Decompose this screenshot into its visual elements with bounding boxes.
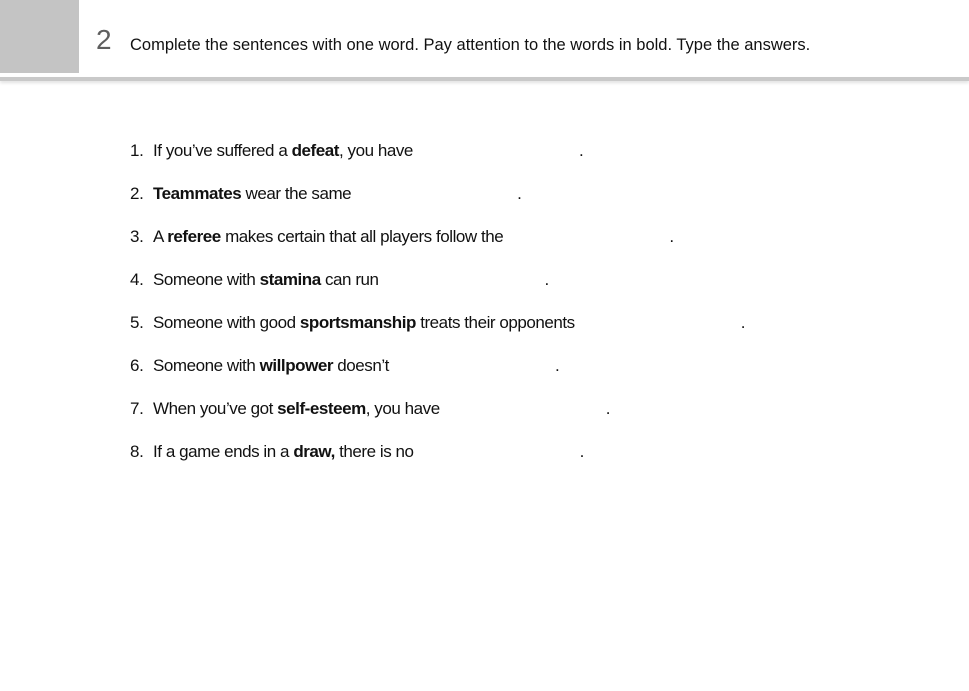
question-text-after: wear the same xyxy=(241,184,352,203)
question-text xyxy=(153,441,414,463)
question-text-before: Someone with good xyxy=(153,313,300,332)
sentence-period: . xyxy=(554,356,560,375)
question-item-3 xyxy=(130,226,745,269)
question-text-before: A xyxy=(153,227,168,246)
question-item-2 xyxy=(130,183,745,226)
question-keyword: sportsmanship xyxy=(299,313,416,332)
question-keyword: defeat xyxy=(291,141,339,160)
question-list xyxy=(130,140,745,484)
sentence-period: . xyxy=(517,184,522,203)
answer-input-2[interactable] xyxy=(351,183,517,205)
question-number: 4. xyxy=(130,270,144,289)
exercise-number: 2 xyxy=(96,24,112,55)
question-text-before: Someone with xyxy=(153,270,260,289)
answer-input-1[interactable] xyxy=(413,140,579,162)
header-divider xyxy=(0,77,969,81)
question-text xyxy=(153,398,440,420)
question-item-8 xyxy=(130,441,745,484)
question-text-after: treats their opponents xyxy=(415,313,575,332)
question-text xyxy=(153,312,575,334)
answer-input-4[interactable] xyxy=(379,269,545,291)
question-keyword: referee xyxy=(167,227,221,246)
question-text-after: , you have xyxy=(365,399,440,418)
question-number: 5. xyxy=(130,313,144,332)
question-item-6 xyxy=(130,355,745,398)
question-number: 7. xyxy=(130,399,144,418)
question-number: 1. xyxy=(130,141,144,160)
question-text-before: When you’ve got xyxy=(153,399,278,418)
question-text-before: Someone with xyxy=(153,356,260,375)
question-text xyxy=(153,226,503,248)
exercise-instruction: Complete the sentences with one word. Pay attention to the words in bold. Type the answers. xyxy=(130,36,811,54)
question-text-after: doesn’t xyxy=(333,356,389,375)
question-keyword: draw, xyxy=(293,442,335,461)
answer-input-6[interactable] xyxy=(389,355,555,377)
question-number: 8. xyxy=(130,442,144,461)
answer-input-7[interactable] xyxy=(440,398,606,420)
sentence-period: . xyxy=(740,313,746,332)
question-keyword: Teammates xyxy=(153,184,242,203)
question-text-before: If a game ends in a xyxy=(153,442,294,461)
question-item-7 xyxy=(130,398,745,441)
question-text-after: , you have xyxy=(338,141,413,160)
question-text-after: there is no xyxy=(334,442,414,461)
question-text xyxy=(153,355,389,377)
header-accent-block xyxy=(0,0,79,73)
answer-input-3[interactable] xyxy=(503,226,669,248)
sentence-period: . xyxy=(579,442,585,461)
question-text xyxy=(153,183,351,205)
sentence-period: . xyxy=(605,399,611,418)
question-number: 6. xyxy=(130,356,144,375)
question-number: 2. xyxy=(130,184,144,203)
question-keyword: stamina xyxy=(259,270,321,289)
question-text-before: If you’ve suffered a xyxy=(153,141,292,160)
question-number: 3. xyxy=(130,227,144,246)
sentence-period: . xyxy=(578,141,584,160)
question-text xyxy=(153,140,413,162)
answer-input-5[interactable] xyxy=(575,312,741,334)
question-keyword: self-esteem xyxy=(277,399,366,418)
question-item-5 xyxy=(130,312,745,355)
sentence-period: . xyxy=(669,227,675,246)
question-text-after: can run xyxy=(320,270,379,289)
question-item-1 xyxy=(130,140,745,183)
question-keyword: willpower xyxy=(259,356,334,375)
question-text xyxy=(153,269,379,291)
sentence-period: . xyxy=(544,270,550,289)
question-item-4 xyxy=(130,269,745,312)
exercise-header xyxy=(0,0,969,78)
question-text-after: makes certain that all players follow the xyxy=(220,227,504,246)
answer-input-8[interactable] xyxy=(414,441,580,463)
